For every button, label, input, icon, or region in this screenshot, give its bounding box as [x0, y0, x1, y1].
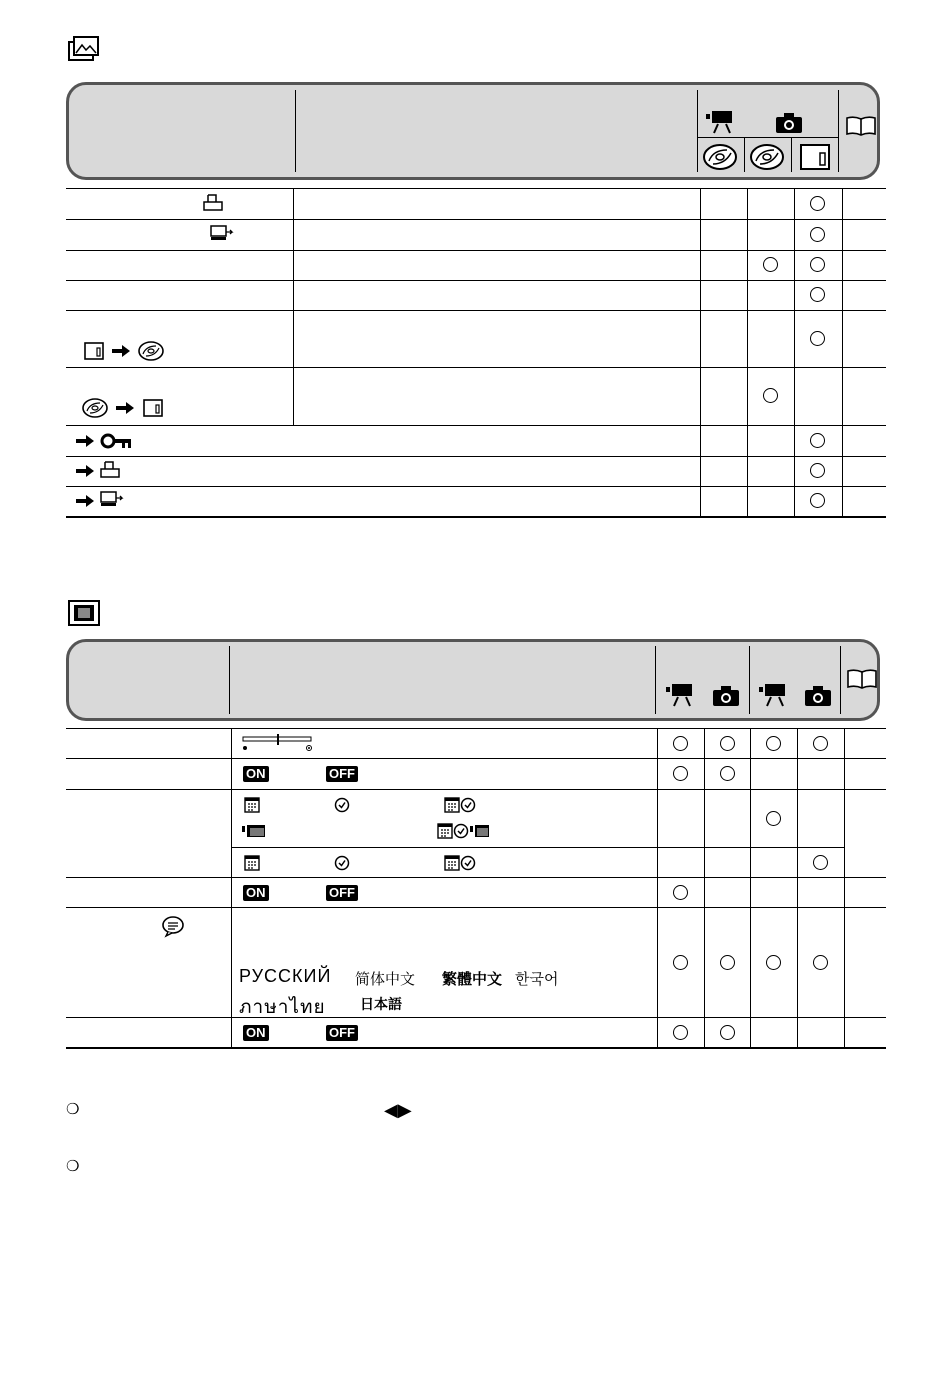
availability-mark: [673, 955, 688, 970]
calendar-icon: [244, 797, 260, 813]
language-icon: [162, 916, 184, 936]
availability-mark: [810, 196, 825, 211]
availability-mark: [720, 766, 735, 781]
availability-mark: [673, 1025, 688, 1040]
language-simplified-chinese: 简体中文: [355, 971, 416, 988]
on-label: ON: [243, 885, 269, 901]
camera-data-icon: [242, 824, 266, 838]
note-bullet: ❍: [66, 1100, 80, 1118]
availability-mark: [673, 885, 688, 900]
movie-camera-icon: [759, 684, 789, 708]
memory-card-icon: [143, 399, 163, 417]
on-label: ON: [243, 1025, 269, 1041]
language-japanese: 日本語: [360, 996, 402, 1012]
movie-camera-icon: [666, 684, 696, 708]
note-bullet: ❍: [66, 1157, 80, 1175]
calendar-clock-icon: [444, 797, 476, 813]
language-traditional-chinese: 繁體中文: [442, 971, 503, 988]
disc-icon: [138, 341, 164, 361]
availability-mark: [810, 257, 825, 272]
availability-mark: [810, 433, 825, 448]
availability-mark: [810, 493, 825, 508]
arrow-icon: [116, 402, 134, 414]
off-label: OFF: [326, 766, 358, 782]
availability-mark: [810, 331, 825, 346]
playback-picture-icon: [68, 36, 100, 62]
photo-camera-icon: [805, 686, 831, 706]
movie-camera-icon: [706, 111, 736, 135]
availability-mark: [810, 227, 825, 242]
brightness-slider: [242, 733, 316, 753]
arrow-icon: [76, 465, 94, 477]
memory-card-icon: [800, 144, 830, 170]
print-icon: [100, 461, 120, 479]
availability-mark: [720, 1025, 735, 1040]
arrow-icon: [112, 345, 130, 357]
photo-camera-icon: [713, 686, 739, 706]
availability-mark: [763, 257, 778, 272]
transfer-icon: [100, 491, 124, 509]
language-russian: РУССКИЙ: [239, 966, 332, 986]
calendar-icon: [244, 855, 260, 871]
on-label: ON: [243, 766, 269, 782]
display-setup-icon: [68, 600, 100, 626]
arrow-icon: [76, 495, 94, 507]
disc-icon: [750, 144, 784, 170]
clock-icon: [334, 797, 350, 813]
availability-mark: [763, 388, 778, 403]
memory-card-icon: [84, 342, 104, 360]
availability-mark: [813, 955, 828, 970]
photo-camera-icon: [776, 113, 802, 133]
disc-icon: [82, 398, 108, 418]
availability-mark: [766, 736, 781, 751]
transfer-icon: [210, 225, 234, 243]
off-label: OFF: [326, 885, 358, 901]
clock-icon: [334, 855, 350, 871]
availability-mark: [673, 736, 688, 751]
book-icon: [846, 116, 876, 136]
protect-key-icon: [100, 432, 132, 450]
availability-mark: [720, 955, 735, 970]
book-icon: [847, 669, 877, 689]
display-table-header: [66, 639, 880, 721]
calendar-clock-camera-icon: [437, 823, 489, 839]
availability-mark: [810, 463, 825, 478]
off-label: OFF: [326, 1025, 358, 1041]
availability-mark: [720, 736, 735, 751]
disc-icon: [703, 144, 737, 170]
language-thai: ภาษาไทย: [239, 996, 326, 1018]
availability-mark: [766, 955, 781, 970]
availability-mark: [766, 811, 781, 826]
arrow-icon: [76, 435, 94, 447]
left-right-arrows-icon: ◀▶: [384, 1100, 412, 1121]
availability-mark: [810, 287, 825, 302]
language-korean: 한국어: [515, 971, 559, 988]
availability-mark: [673, 766, 688, 781]
calendar-clock-icon: [444, 855, 476, 871]
availability-mark: [813, 855, 828, 870]
print-icon: [203, 194, 223, 212]
availability-mark: [813, 736, 828, 751]
